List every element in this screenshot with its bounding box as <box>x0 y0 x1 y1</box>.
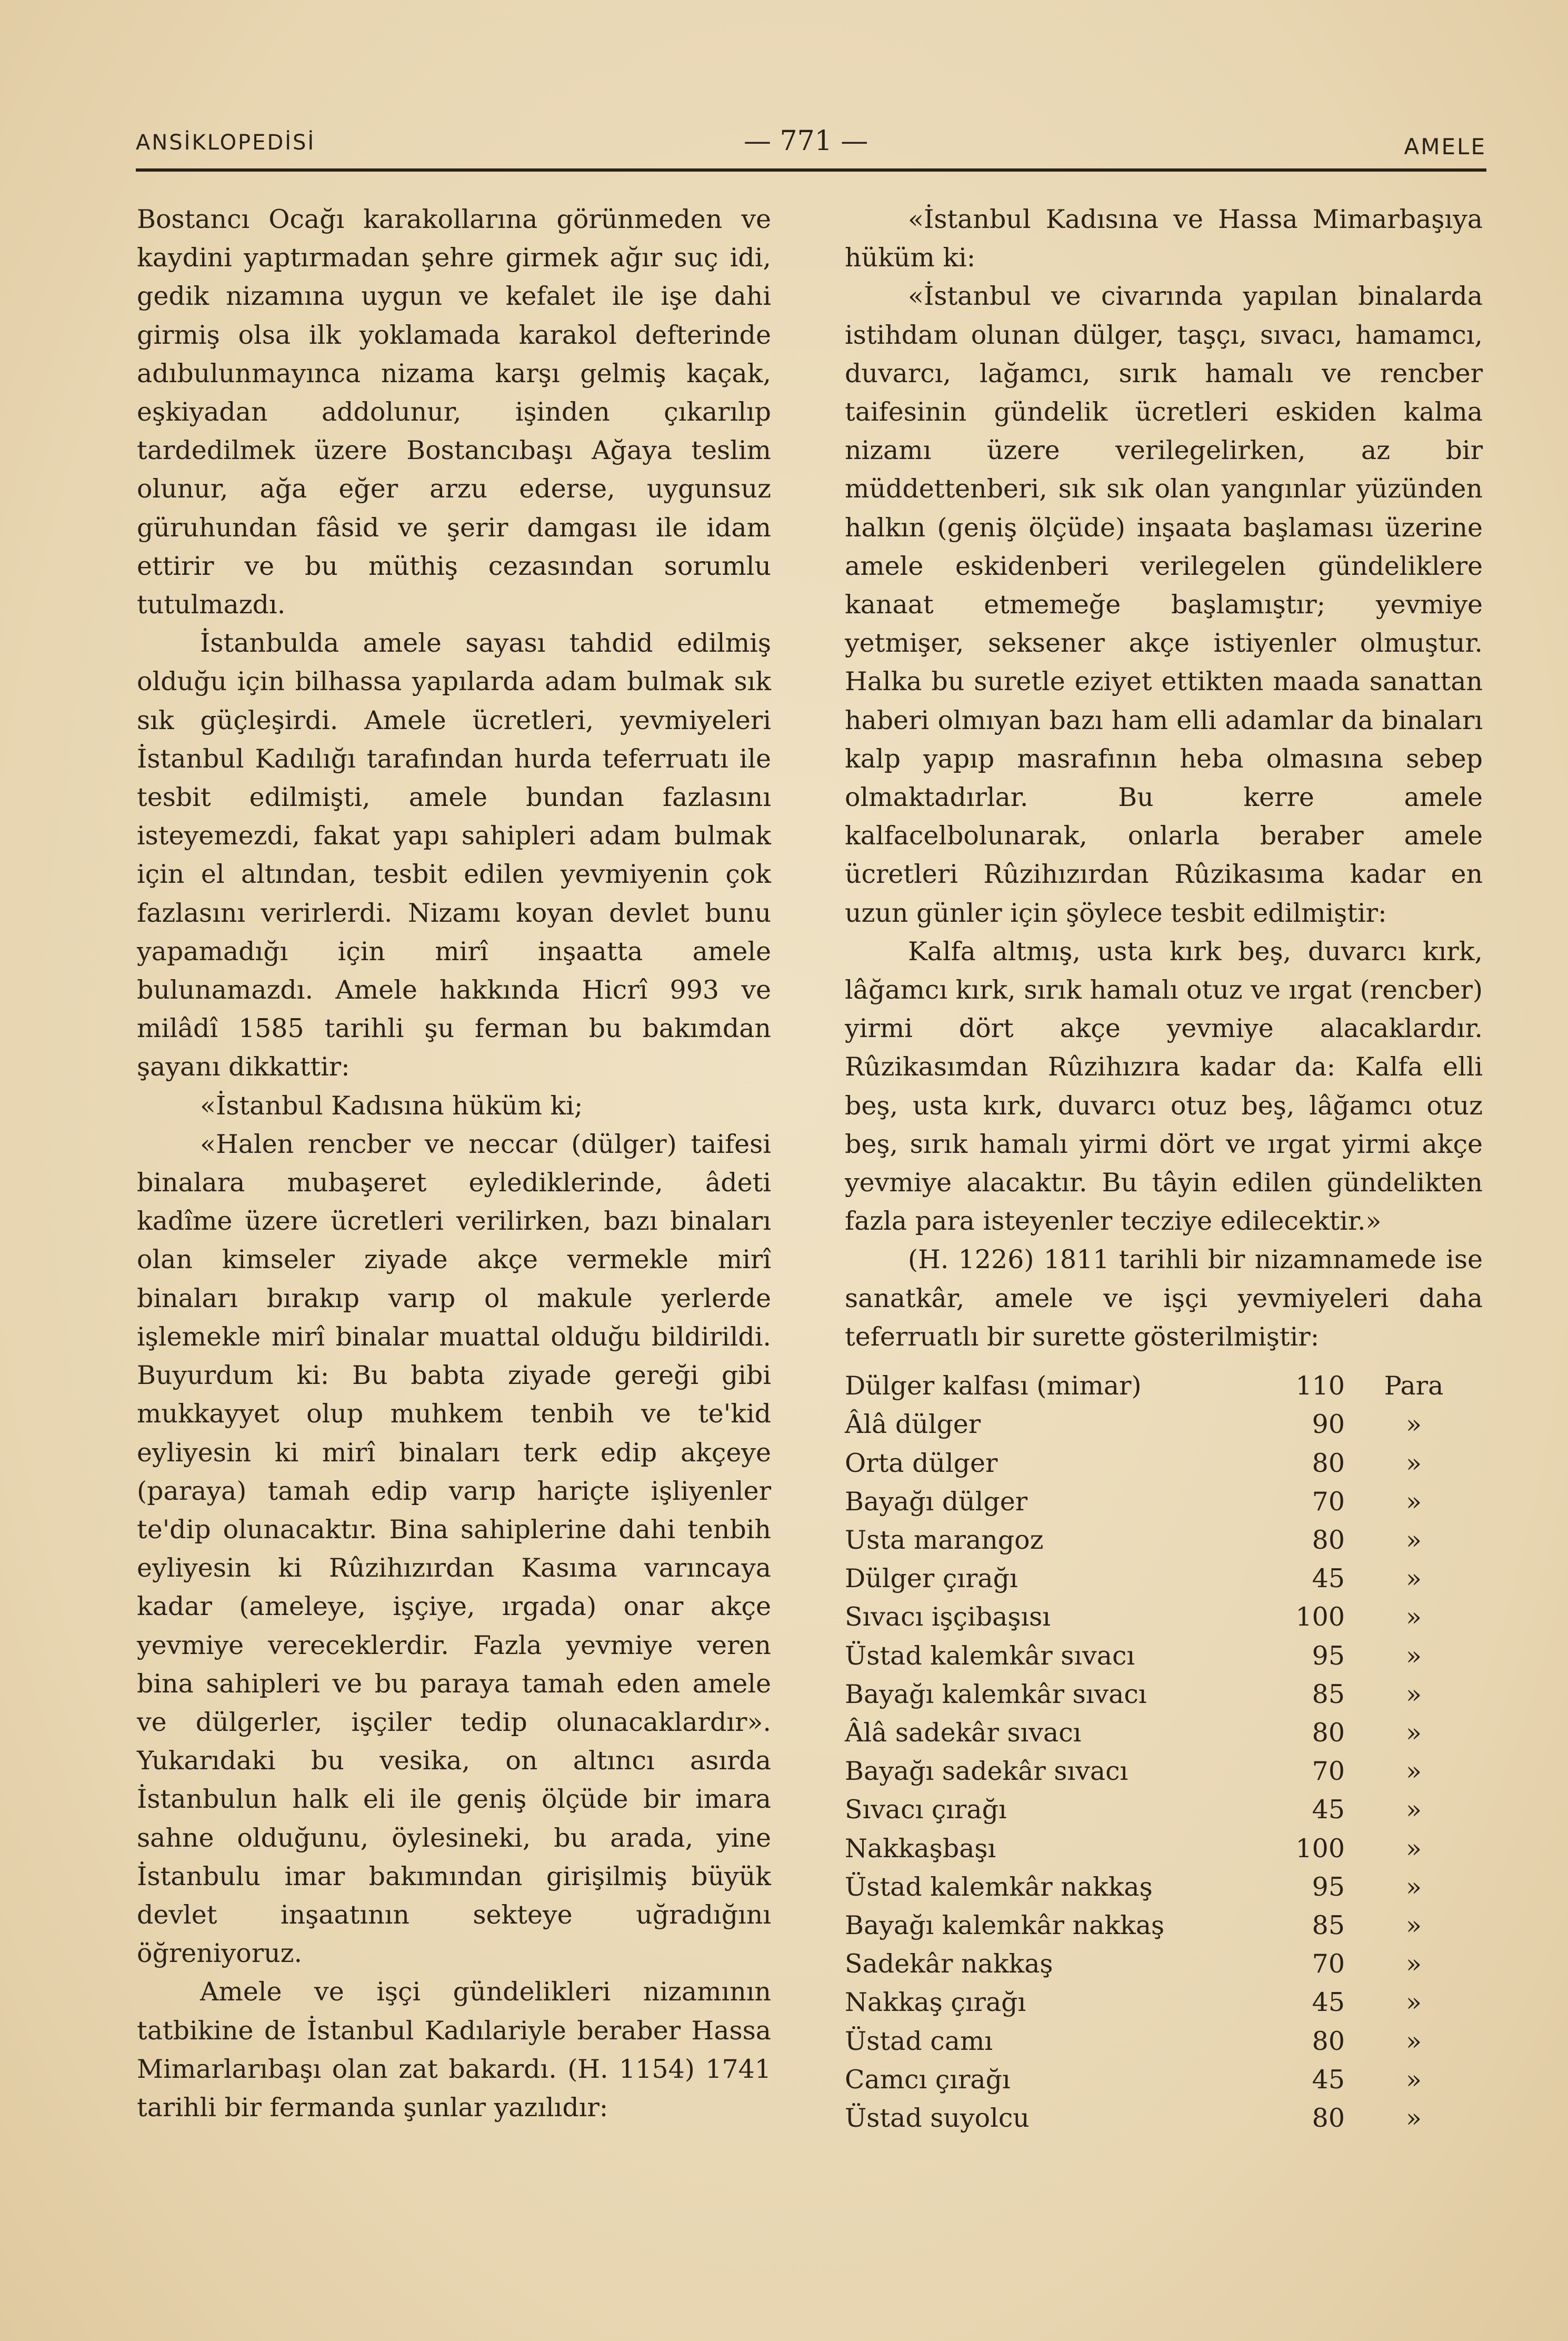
table-row <box>845 1637 1483 1675</box>
wage-value: 80 <box>1312 1448 1345 1478</box>
occupation-name: Usta marangoz <box>845 1525 1044 1555</box>
ditto-mark: » <box>1406 1717 1422 1748</box>
ditto-mark: » <box>1406 1987 1422 2018</box>
table-row <box>845 2099 1483 2137</box>
wage-value: 85 <box>1312 1910 1345 1940</box>
wage-value: 110 <box>1295 1371 1345 1401</box>
occupation-name: Sadekâr nakkaş <box>845 1949 1053 1979</box>
ditto-mark: » <box>1406 2103 1422 2133</box>
occupation-name: Sıvacı çırağı <box>845 1795 1007 1825</box>
wage-value: 45 <box>1312 1987 1345 2018</box>
occupation-name: Dülger kalfası (mimar) <box>845 1371 1142 1401</box>
ditto-mark: » <box>1406 1409 1422 1440</box>
ditto-mark: » <box>1406 1486 1422 1517</box>
ditto-mark: » <box>1406 1602 1422 1632</box>
wage-value: 80 <box>1312 2026 1345 2056</box>
wage-value: 80 <box>1312 2103 1345 2133</box>
paragraph: «Halen rencber ve neccar (dülger) taifesi binalara mubaşeret eylediklerinde, âdeti kadîme üzere ücretleri verilirken, bazı binaları olan kimseler ziyade akçe vermekle mirî binaları bırakıp varıp ol makule yerlerde işlemekle mirî binalar muattal olduğu bildirildi. Buyurdum ki: Bu babta ziyade gereği gibi mukkayyet olup muhkem tenbih ve te'kid eyliyesin ki mirî binaları terk edip akçeye (paraya) tamah edip varıp hariçte işliyenler te'dip olunacaktır. Bina sahiplerine dahi tenbih eyliyesin ki Rûzihızırdan Kasıma varıncaya kadar (ameleye, işçiye, ırgada) onar akçe yevmiye vereceklerdir. Fazla yevmiye veren bina sahipleri ve bu paraya tamah eden amele ve dülgerler, işçiler tedip olunacaklardır». Yukarıdaki bu vesika, on altıncı asırda İstanbulun halk eli ile geniş ölçüde bir imara sahne olduğunu, öylesineki, bu arada, yine İstanbulu imar bakımından girişilmiş büyük devlet inşaatının sekteye uğradığını öğreniyoruz. <box>137 1129 771 1969</box>
unit-label: Para <box>1384 1371 1444 1401</box>
table-row <box>845 1868 1483 1906</box>
ditto-mark: » <box>1406 2026 1422 2056</box>
table-row <box>845 1752 1483 1790</box>
table-row <box>845 1444 1483 1482</box>
wage-value: 70 <box>1312 1949 1345 1979</box>
table-row <box>845 1906 1483 1945</box>
ditto-mark: » <box>1406 1871 1422 1902</box>
table-row <box>845 1559 1483 1598</box>
table-row <box>845 1482 1483 1521</box>
running-head <box>136 125 1486 167</box>
ditto-mark: » <box>1406 1756 1422 1787</box>
ditto-mark: » <box>1406 1833 1422 1864</box>
paragraph: «İstanbul Kadısına ve Hassa Mimarbaşıya hüküm ki: <box>845 204 1483 273</box>
right-column <box>845 200 1483 2137</box>
wage-value: 70 <box>1312 1486 1345 1517</box>
ditto-mark: » <box>1406 1525 1422 1555</box>
wage-value: 100 <box>1295 1602 1345 1632</box>
ditto-mark: » <box>1406 2064 1422 2095</box>
wage-value: 70 <box>1312 1756 1345 1787</box>
ditto-mark: » <box>1406 1949 1422 1979</box>
occupation-name: Bayağı sadekâr sıvacı <box>845 1756 1128 1787</box>
ditto-mark: » <box>1406 1910 1422 1940</box>
wage-value: 80 <box>1312 1717 1345 1748</box>
occupation-name: Dülger çırağı <box>845 1563 1018 1594</box>
table-row <box>845 1598 1483 1636</box>
table-row <box>845 1983 1483 2021</box>
paragraph: Kalfa altmış, usta kırk beş, duvarcı kırk, lâğamcı kırk, sırık hamalı otuz ve ırgat (rencber) yirmi dört akçe yevmiye alacaklardır. Rûzikasımdan Rûzihızıra kadar da: Kalfa elli beş, usta kırk, duvarcı otuz beş, lâğamcı otuz beş, sırık hamalı yirmi dört ve ırgat yirmi akçe yevmiye alacaktır. Bu tâyin edilen gündelikten fazla para isteyenler tecziye edilecektir.» <box>845 936 1483 1237</box>
paragraph: İstanbulda amele sayası tahdid edilmiş olduğu için bilhassa yapılarda adam bulmak sık sık güçleşirdi. Amele ücretleri, yevmiyeleri İstanbul Kadılığı tarafından hurda teferruatı ile tesbit edilmişti, amele bundan fazlasını isteyemezdi, fakat yapı sahipleri adam bulmak için el altından, tesbit edilen yevmiyenin çok fazlasını verirlerdi. Nizamı koyan devlet bunu yapamadığı için mirî inşaatta amele bulunamazdı. Amele hakkında Hicrî 993 ve milâdî 1585 tarihli şu ferman bu bakımdan şayanı dikkattir: <box>137 628 771 1082</box>
table-row <box>845 1829 1483 1868</box>
ditto-mark: » <box>1406 1563 1422 1594</box>
occupation-name: Orta dülger <box>845 1448 998 1478</box>
table-row <box>845 2022 1483 2060</box>
occupation-name: Nakkaşbaşı <box>845 1833 996 1864</box>
header-rule <box>136 168 1486 172</box>
occupation-name: Üstad camı <box>845 2026 993 2056</box>
wage-value: 95 <box>1312 1640 1345 1671</box>
table-row <box>845 1521 1483 1559</box>
occupation-name: Üstad kalemkâr nakkaş <box>845 1871 1153 1902</box>
wage-value: 80 <box>1312 1525 1345 1555</box>
page-number: — 771 — <box>744 125 868 157</box>
wage-value: 95 <box>1312 1871 1345 1902</box>
table-row <box>845 2060 1483 2099</box>
occupation-name: Sıvacı işçibaşısı <box>845 1602 1051 1632</box>
occupation-name: Üstad suyolcu <box>845 2103 1030 2133</box>
occupation-name: Bayağı kalemkâr sıvacı <box>845 1679 1147 1709</box>
occupation-name: Üstad kalemkâr sıvacı <box>845 1640 1135 1671</box>
ditto-mark: » <box>1406 1795 1422 1825</box>
paragraph: Bostancı Ocağı karakollarına görünmeden ve kaydini yaptırmadan şehre girmek ağır suç idi, gedik nizamına uygun ve kefalet ile işe dahi girmiş olsa ilk yoklamada karakol defterinde adıbulunmayınca nizama karşı gelmiş kaçak, eşkiyadan addolunur, işinden çıkarılıp tardedilmek üzere Bostancıbaşı Ağaya teslim olunur, ağa eğer arzu ederse, uygunsuz güruhundan fâsid ve şerir damgası ile idam ettirir ve bu müthiş cezasından sorumlu tutulmazdı. <box>137 204 771 620</box>
left-column <box>137 200 771 2127</box>
ditto-mark: » <box>1406 1640 1422 1671</box>
ditto-mark: » <box>1406 1679 1422 1709</box>
wage-value: 85 <box>1312 1679 1345 1709</box>
header-entry-word: AMELE <box>1404 134 1486 160</box>
header-publication: ANSİKLOPEDİSİ <box>136 131 316 155</box>
table-row <box>845 1945 1483 1983</box>
paragraph: «İstanbul Kadısına hüküm ki; <box>200 1090 583 1121</box>
occupation-name: Nakkaş çırağı <box>845 1987 1026 2018</box>
table-row <box>845 1405 1483 1443</box>
occupation-name: Bayağı kalemkâr nakkaş <box>845 1910 1165 1940</box>
table-row <box>845 1714 1483 1752</box>
occupation-name: Bayağı dülger <box>845 1486 1028 1517</box>
wage-value: 90 <box>1312 1409 1345 1440</box>
paragraph: Amele ve işçi gündelikleri nizamının tatbikine de İstanbul Kadılariyle beraber Hassa Mimarlarıbaşı olan zat bakardı. (H. 1154) 1741 tarihli bir fermanda şunlar yazılıdır: <box>137 1977 771 2123</box>
wage-value: 45 <box>1312 2064 1345 2095</box>
paragraph: (H. 1226) 1811 tarihli bir nizamnamede ise sanatkâr, amele ve işçi yevmiyeleri daha teferruatlı bir surette gösterilmiştir: <box>845 1244 1483 1352</box>
wage-value: 45 <box>1312 1563 1345 1594</box>
occupation-name: Âlâ sadekâr sıvacı <box>845 1717 1082 1748</box>
ditto-mark: » <box>1406 1448 1422 1478</box>
occupation-name: Âlâ dülger <box>845 1409 981 1440</box>
wage-value: 100 <box>1295 1833 1345 1864</box>
wage-value: 45 <box>1312 1795 1345 1825</box>
table-row <box>845 1790 1483 1829</box>
table-row <box>845 1675 1483 1714</box>
wage-table <box>845 1367 1483 2137</box>
occupation-name: Camcı çırağı <box>845 2064 1011 2095</box>
paragraph: «İstanbul ve civarında yapılan binalarda istihdam olunan dülger, taşçı, sıvacı, hamamcı, duvarcı, lağamcı, sırık hamalı ve rencber taifesinin gündelik ücretleri eskiden kalma nizamı üzere verilegelirken, az bir müddettenberi, sık sık olan yangınlar yüzünden halkın (geniş ölçüde) inşaata başlaması üzerine amele eskidenberi verilegelen gündeliklere kanaat etmemeğe başlamıştır; yevmiye yetmişer, seksener akçe istiyenler olmuştur. Halka bu suretle eziyet ettikten maada sanattan haberi olmıyan bazı ham elli adamlar da binaları kalp yapıp masrafının heba olmasına sebep olmaktadırlar. Bu kerre amele kalfacelbolunarak, onlarla beraber amele ücretleri Rûzihızırdan Rûzikasıma kadar en uzun günler için şöylece tesbit edilmiştir: <box>845 281 1483 928</box>
table-row <box>845 1367 1483 1405</box>
